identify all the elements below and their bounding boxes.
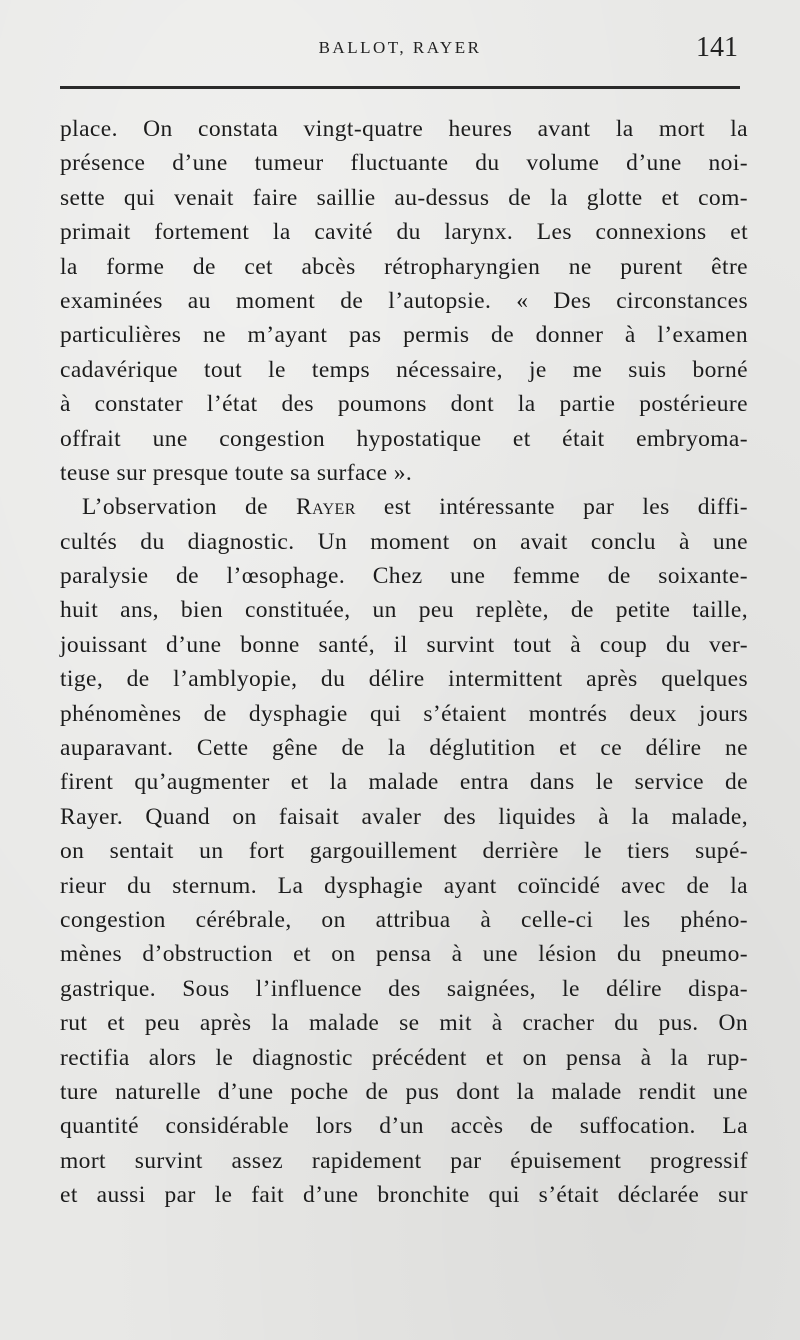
text-line: à constater l’état des poumons dont la partie postérieure: [60, 391, 748, 418]
text-line: jouissant d’une bonne santé, il survint tout à coup du ver-: [60, 631, 748, 658]
text-fragment: est intéressante par les diffi-: [383, 494, 749, 521]
text-line: offrait une congestion hypostatique et était embryoma-: [60, 425, 748, 452]
text-line: rut et peu après la malade se mit à cracher du pus. On: [60, 1010, 748, 1037]
text-line: gastrique. Sous l’influence des saignées, le délire dispa-: [60, 975, 748, 1002]
text-line: mort survint assez rapidement par épuisement progressif: [60, 1147, 748, 1174]
text-line: rieur du sternum. La dysphagie ayant coïncidé avec de la: [60, 872, 748, 899]
text-line: quantité considérable lors d’un accès de suffocation. La: [60, 1113, 748, 1140]
text-fragment: L’observation de: [82, 494, 268, 521]
text-line: place. On constata vingt-quatre heures avant la mort la: [60, 116, 748, 142]
text-line: teuse sur presque toute sa surface ».: [60, 459, 413, 486]
text-line: examinées au moment de l’autopsie. « Des circonstances: [60, 287, 748, 314]
running-title: BALLOT, RAYER: [318, 38, 482, 57]
text-line: paralysie de l’œsophage. Chez une femme de soixante-: [60, 563, 748, 590]
text-line: tige, de l’amblyopie, du délire intermittent après quelques: [60, 666, 748, 693]
text-line: cadavérique tout le temps nécessaire, je me suis borné: [60, 356, 748, 383]
text-line: primait fortement la cavité du larynx. Les connexions et: [60, 219, 748, 246]
text-line: ture naturelle d’une poche de pus dont la malade rendit une: [60, 1078, 748, 1105]
text-line: la forme de cet abcès rétropharyngien ne purent être: [60, 253, 748, 280]
text-line: phénomènes de dysphagie qui s’étaient montrés deux jours: [60, 700, 748, 727]
text-line: particulières ne m’ayant pas permis de donner à l’examen: [60, 322, 748, 349]
paragraph-opening-line: [60, 490, 748, 524]
text-line: Rayer. Quand on faisait avaler des liquides à la malade,: [60, 803, 748, 830]
text-line: huit ans, bien constituée, un peu replète, de petite taille,: [60, 597, 748, 624]
text-line: rectifia alors le diagnostic précédent et on pensa à la rup-: [60, 1044, 748, 1071]
text-line: firent qu’augmenter et la malade entra dans le service de: [60, 769, 748, 796]
text-line: sette qui venait faire saillie au-dessus de la glotte et com-: [60, 184, 748, 211]
text-line: et aussi par le fait d’une bronchite qui s’était déclarée sur: [60, 1182, 748, 1209]
running-head: [60, 34, 740, 70]
text-line: mènes d’obstruction et on pensa à une lésion du pneumo-: [60, 941, 748, 968]
page-number: 141: [696, 32, 738, 63]
text-line: congestion cérébrale, on attribua à celle-ci les phéno-: [60, 906, 748, 933]
text-line: auparavant. Cette gêne de la déglutition et ce délire ne: [60, 735, 748, 762]
body-text: [60, 112, 748, 1213]
text-line: on sentait un fort gargouillement derrière le tiers supé-: [60, 838, 748, 865]
text-line: cultés du diagnostic. Un moment on avait conclu à une: [60, 528, 748, 555]
text-line: présence d’une tumeur fluctuante du volume d’une noi-: [60, 150, 748, 177]
header-rule: [60, 86, 740, 89]
author-name: Rayer: [296, 494, 356, 521]
